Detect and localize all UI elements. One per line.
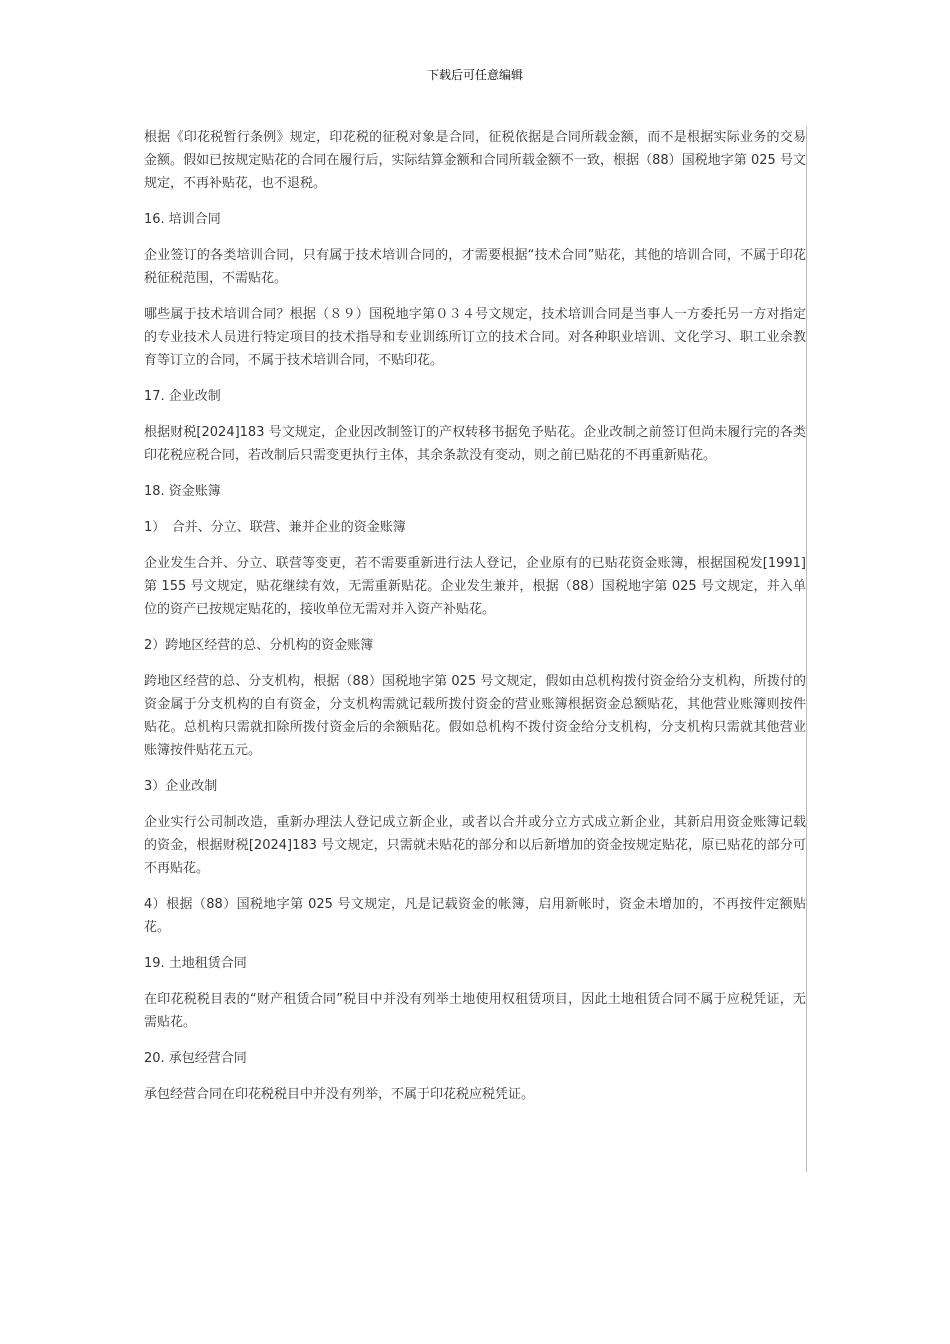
paragraph: 承包经营合同在印花税税目中并没有列举，不属于印花税应税凭证。 bbox=[144, 1087, 535, 1102]
right-margin-rule bbox=[806, 126, 807, 1172]
paragraph: 企业发生合并、分立、联营等变更，若不需要重新进行法人登记，企业原有的已贴花资金账簿，根据国税发[1991]第 155 号文规定，贴花继续有效，无需重新贴花。企业发生兼并，根据（88）国税地字第 025 号文规定，并入单位的资产已按规定贴花的，接收单位无需对并入资产补贴花。 bbox=[144, 556, 806, 617]
paragraph: 跨地区经营的总、分支机构，根据（88）国税地字第 025 号文规定，假如由总机构拨付资金给分支机构，所拨付的资金属于分支机构的自有资金，分支机构需就记载所拨付资金的营业账簿根据资金总额贴花，其他营业账簿则按件贴花。总机构只需就扣除所拨付资金后的余额贴花。假如总机构不拨付资金给分支机构，分支机构只需就其他营业账簿按件贴花五元。 bbox=[144, 674, 806, 758]
document-body bbox=[144, 126, 806, 1119]
section-heading-17: 17. 企业改制 bbox=[144, 389, 221, 404]
paragraph: 4）根据（88）国税地字第 025 号文规定，凡是记载资金的帐簿，启用新帐时，资金未增加的，不再按件定额贴花。 bbox=[144, 897, 806, 935]
subheading: 2）跨地区经营的总、分机构的资金账簿 bbox=[144, 638, 374, 653]
paragraph: 根据财税[2024]183 号文规定，企业因改制签订的产权转移书据免予贴花。企业改制之前签订但尚未履行完的各类印花税应税合同，若改制后只需变更执行主体，其余条款没有变动，则之前已贴花的不再重新贴花。 bbox=[144, 425, 806, 463]
subheading: 1） 合并、分立、联营、兼并企业的资金账簿 bbox=[144, 520, 406, 535]
paragraph: 根据《印花税暂行条例》规定，印花税的征税对象是合同，征税依据是合同所载金额，而不是根据实际业务的交易金额。假如已按规定贴花的合同在履行后，实际结算金额和合同所载金额不一致，根据（88）国税地字第 025 号文规定，不再补贴花，也不退税。 bbox=[144, 130, 806, 191]
subheading: 3）企业改制 bbox=[144, 779, 218, 794]
paragraph: 在印花税税目表的“财产租赁合同”税目中并没有列举土地使用权租赁项目，因此土地租赁合同不属于应税凭证，无需贴花。 bbox=[144, 992, 806, 1030]
section-heading-19: 19. 土地租赁合同 bbox=[144, 956, 247, 971]
section-heading-16: 16. 培训合同 bbox=[144, 212, 221, 227]
section-heading-18: 18. 资金账簿 bbox=[144, 484, 221, 499]
page-header: 下载后可任意编辑 bbox=[426, 68, 523, 82]
paragraph: 哪些属于技术培训合同？根据（８９）国税地字第０３４号文规定，技术培训合同是当事人一方委托另一方对指定的专业技术人员进行特定项目的技术指导和专业训练所订立的技术合同。对各种职业培训、文化学习、职工业余教育等订立的合同，不属于技术培训合同，不贴印花。 bbox=[144, 307, 806, 368]
paragraph: 企业实行公司制改造，重新办理法人登记成立新企业，或者以合并或分立方式成立新企业，其新启用资金账簿记载的资金，根据财税[2024]183 号文规定，只需就未贴花的部分和以后新增加的资金按规定贴花，原已贴花的部分可不再贴花。 bbox=[144, 815, 806, 876]
paragraph: 企业签订的各类培训合同，只有属于技术培训合同的，才需要根据“技术合同”贴花，其他的培训合同，不属于印花税征税范围，不需贴花。 bbox=[144, 248, 806, 286]
section-heading-20: 20. 承包经营合同 bbox=[144, 1051, 247, 1066]
